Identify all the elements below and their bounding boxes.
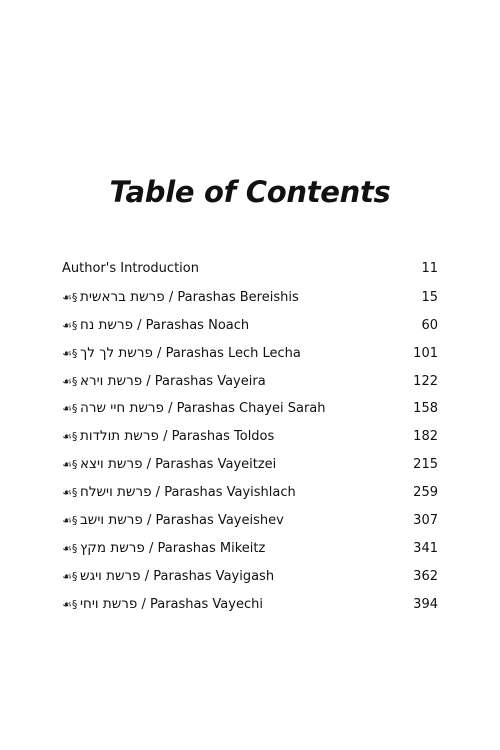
ornament-icon: ☙§ (62, 597, 78, 611)
toc-entry-hebrew-title: פרשת ויחי (80, 595, 138, 612)
toc-entry-hebrew-title: פרשת תולדות (80, 428, 159, 445)
toc-separator: / (140, 568, 154, 584)
ornament-icon: ☙§ (62, 514, 78, 528)
table-of-contents (62, 258, 438, 621)
toc-separator: / (133, 317, 146, 333)
toc-separator: / (163, 401, 177, 417)
toc-page-number: 341 (413, 540, 438, 556)
toc-entry[interactable] (62, 370, 438, 398)
ornament-icon: ☙§ (62, 458, 78, 472)
toc-entry[interactable] (62, 509, 438, 537)
toc-entry-title: Parashas Vayeishev (155, 513, 284, 529)
toc-page-number: 215 (413, 457, 438, 473)
toc-entry[interactable] (62, 397, 438, 425)
toc-separator: / (158, 429, 172, 445)
ornament-icon: ☙§ (62, 569, 78, 583)
ornament-icon: ☙§ (62, 318, 78, 332)
toc-entry-title: Parashas Noach (145, 317, 250, 333)
toc-entry-title: Parashas Bereishis (177, 289, 299, 305)
ornament-icon: ☙§ (62, 290, 78, 304)
toc-page-number: 15 (421, 289, 438, 305)
toc-entry-title: Parashas Vayechi (149, 596, 263, 612)
ornament-icon: ☙§ (62, 402, 78, 416)
toc-entry-hebrew-title: פרשת מקץ (80, 539, 145, 556)
toc-entry-hebrew-title: פרשת חיי שרה (80, 400, 164, 417)
toc-separator: / (144, 540, 158, 556)
toc-page-number: 182 (413, 429, 438, 445)
toc-entry-hebrew-title: פרשת לך לך (80, 344, 153, 361)
toc-entry-title: Parashas Vayigash (153, 568, 275, 584)
ornament-icon: ☙§ (62, 486, 78, 500)
toc-entry-hebrew-title: פרשת וישב (80, 512, 143, 529)
toc-separator: / (137, 596, 150, 612)
toc-page-number: 122 (413, 373, 438, 389)
toc-entry[interactable] (62, 481, 438, 509)
toc-page-number: 101 (413, 345, 438, 361)
toc-entry-title: Parashas Mikeitz (157, 540, 266, 556)
toc-entry[interactable] (62, 425, 438, 453)
ornament-icon: ☙§ (62, 374, 78, 388)
toc-entry-hebrew-title: פרשת וירא (80, 372, 143, 389)
toc-entry-hebrew-title: פרשת בראשית (80, 288, 165, 305)
toc-page-number: 259 (413, 485, 438, 501)
toc-entry-hebrew-title: פרשת וישלח (80, 484, 152, 501)
toc-entry-title: Parashas Vayishlach (164, 485, 296, 501)
toc-entry[interactable] (62, 537, 438, 565)
toc-page-number: 60 (421, 317, 438, 333)
toc-entry-hebrew-title: פרשת ויצא (80, 456, 143, 473)
toc-entry-title: Author's Introduction (62, 261, 199, 276)
toc-entry-title: Parashas Chayei Sarah (176, 401, 326, 417)
ornament-icon: ☙§ (62, 541, 78, 555)
toc-entry[interactable] (62, 453, 438, 481)
toc-entry-hebrew-title: פרשת ויגש (80, 567, 141, 584)
toc-entry-title: Parashas Vayeitzei (155, 457, 277, 473)
toc-separator: / (152, 345, 166, 361)
toc-separator: / (142, 457, 156, 473)
ornament-icon: ☙§ (62, 430, 78, 444)
toc-page-number: 394 (413, 596, 438, 612)
toc-entry-title: Parashas Toldos (171, 429, 275, 445)
toc-page-number: 158 (413, 401, 438, 417)
toc-separator: / (142, 513, 156, 529)
toc-page-number: 307 (413, 513, 438, 529)
ornament-icon: ☙§ (62, 346, 78, 360)
toc-separator: / (164, 289, 178, 305)
toc-entry[interactable] (62, 342, 438, 370)
toc-entry-title: Parashas Lech Lecha (165, 345, 301, 361)
toc-entry[interactable] (62, 286, 438, 314)
toc-entry[interactable] (62, 565, 438, 593)
page-title: Table of Contents (109, 175, 391, 209)
toc-page-number: 11 (421, 261, 438, 276)
toc-entry[interactable] (62, 593, 438, 621)
toc-entry[interactable] (62, 314, 438, 342)
toc-entry[interactable] (62, 258, 438, 286)
toc-separator: / (142, 373, 155, 389)
toc-entry-hebrew-title: פרשת נח (80, 316, 134, 333)
toc-separator: / (151, 485, 165, 501)
toc-entry-title: Parashas Vayeira (154, 373, 266, 389)
toc-page-number: 362 (413, 568, 438, 584)
